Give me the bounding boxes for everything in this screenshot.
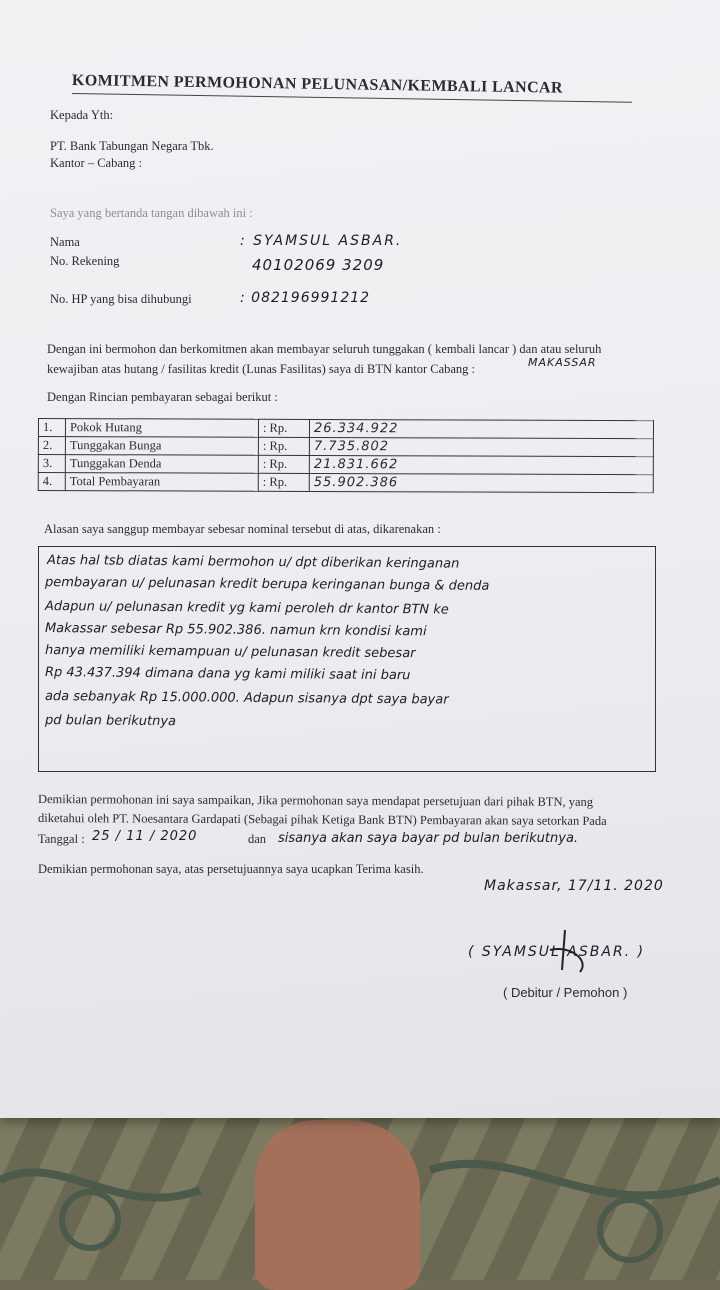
reason-line: Adapun u/ pelunasan kredit yg kami peroleh dr kantor BTN ke	[44, 599, 449, 618]
reason-line: hanya memiliki kemampuan u/ pelunasan kredit sebesar	[44, 643, 416, 662]
signature-name: ( SYAMSUL ASBAR. )	[468, 944, 646, 960]
closing-line-1: Demikian permohonan ini saya sampaikan, Jika permohonan saya mendapat persetujuan dari pihak BTN, yang	[37, 792, 594, 809]
reason-line: ada sebanyak Rp 15.000.000. Adapun sisanya dpt saya bayar	[44, 689, 449, 708]
reason-line: Makassar sebesar Rp 55.902.386. namun krn kondisi kami	[44, 621, 427, 640]
rekening-label: No. Rekening	[50, 254, 120, 268]
signer-role: ( Debitur / Pemohon )	[503, 985, 628, 1000]
hp-value: : 082196991212	[240, 290, 371, 306]
addressee-label: Kepada Yth:	[50, 108, 114, 122]
branch-label: Kantor – Cabang :	[50, 156, 142, 170]
details-heading: Dengan Rincian pembayaran sebagai berikut :	[47, 390, 278, 404]
payment-details-table	[38, 418, 654, 493]
row-amount: 21.831.662	[309, 455, 653, 474]
reason-label: Alasan saya sanggup membayar sebesar nominal tersebut di atas, dikarenakan :	[44, 522, 441, 536]
document-title: KOMITMEN PERMOHONAN PELUNASAN/KEMBALI LANCAR	[71, 72, 564, 97]
nama-value: : SYAMSUL ASBAR.	[240, 233, 403, 249]
tanggal-value: 25 / 11 / 2020	[92, 829, 198, 844]
row-amount: 55.902.386	[309, 473, 653, 492]
reason-line: Rp 43.437.394 dimana dana yg kami miliki saat ini baru	[44, 665, 411, 684]
row-label: Tunggakan Denda	[65, 455, 258, 474]
foot-photo-element	[255, 1120, 420, 1290]
row-currency: : Rp.	[258, 473, 309, 491]
reason-line: pembayaran u/ pelunasan kredit berupa keringanan bunga & denda	[44, 575, 490, 594]
reason-box	[38, 546, 656, 772]
nama-label: Nama	[50, 235, 80, 249]
table-row	[38, 473, 653, 493]
undersigned-statement: Saya yang bertanda tangan dibawah ini :	[50, 206, 253, 220]
thanks-statement: Demikian permohonan saya, atas persetujuannya saya ucapkan Terima kasih.	[38, 862, 424, 876]
place-date: Makassar, 17/11. 2020	[484, 878, 664, 894]
reason-line: Atas hal tsb diatas kami bermohon u/ dpt diberikan keringanan	[46, 553, 460, 572]
commitment-line-2: kewajiban atas hutang / fasilitas kredit (Lunas Fasilitas) saya di BTN kantor Cabang :	[47, 362, 476, 376]
commitment-line-1: Dengan ini bermohon dan berkomitmen akan membayar seluruh tunggakan ( kembali lancar ) dan atau seluruh	[47, 342, 602, 356]
row-number: 3.	[38, 455, 65, 473]
tanggal-label: Tanggal :	[38, 832, 85, 846]
table-row	[38, 419, 653, 439]
row-number: 4.	[38, 473, 65, 491]
row-amount: 26.334.922	[309, 419, 653, 438]
reason-line: pd bulan berikutnya	[44, 713, 177, 730]
row-currency: : Rp.	[258, 419, 309, 437]
row-number: 1.	[38, 419, 65, 437]
hp-label: No. HP yang bisa dihubungi	[50, 292, 192, 306]
rekening-value: 40102069 3209	[252, 256, 385, 274]
bank-name: PT. Bank Tabungan Negara Tbk.	[50, 139, 214, 153]
row-number: 2.	[38, 437, 65, 455]
closing-line-2: diketahui oleh PT. Noesantara Gardapati (Sebagai pihak Ketiga Bank BTN) Pembayaran akan saya setorkan Pada	[37, 811, 607, 828]
row-amount: 7.735.802	[309, 437, 653, 456]
row-label: Pokok Hutang	[65, 419, 258, 438]
table-row	[38, 455, 653, 475]
row-currency: : Rp.	[258, 437, 309, 455]
commitment-branch-value: MAKASSAR	[528, 356, 597, 369]
table-row	[38, 437, 653, 457]
dan-label: dan	[248, 832, 267, 846]
dan-value: sisanya akan saya bayar pd bulan berikutnya.	[278, 831, 579, 846]
row-label: Total Pembayaran	[65, 473, 258, 492]
row-label: Tunggakan Bunga	[65, 437, 258, 456]
row-currency: : Rp.	[258, 455, 309, 473]
